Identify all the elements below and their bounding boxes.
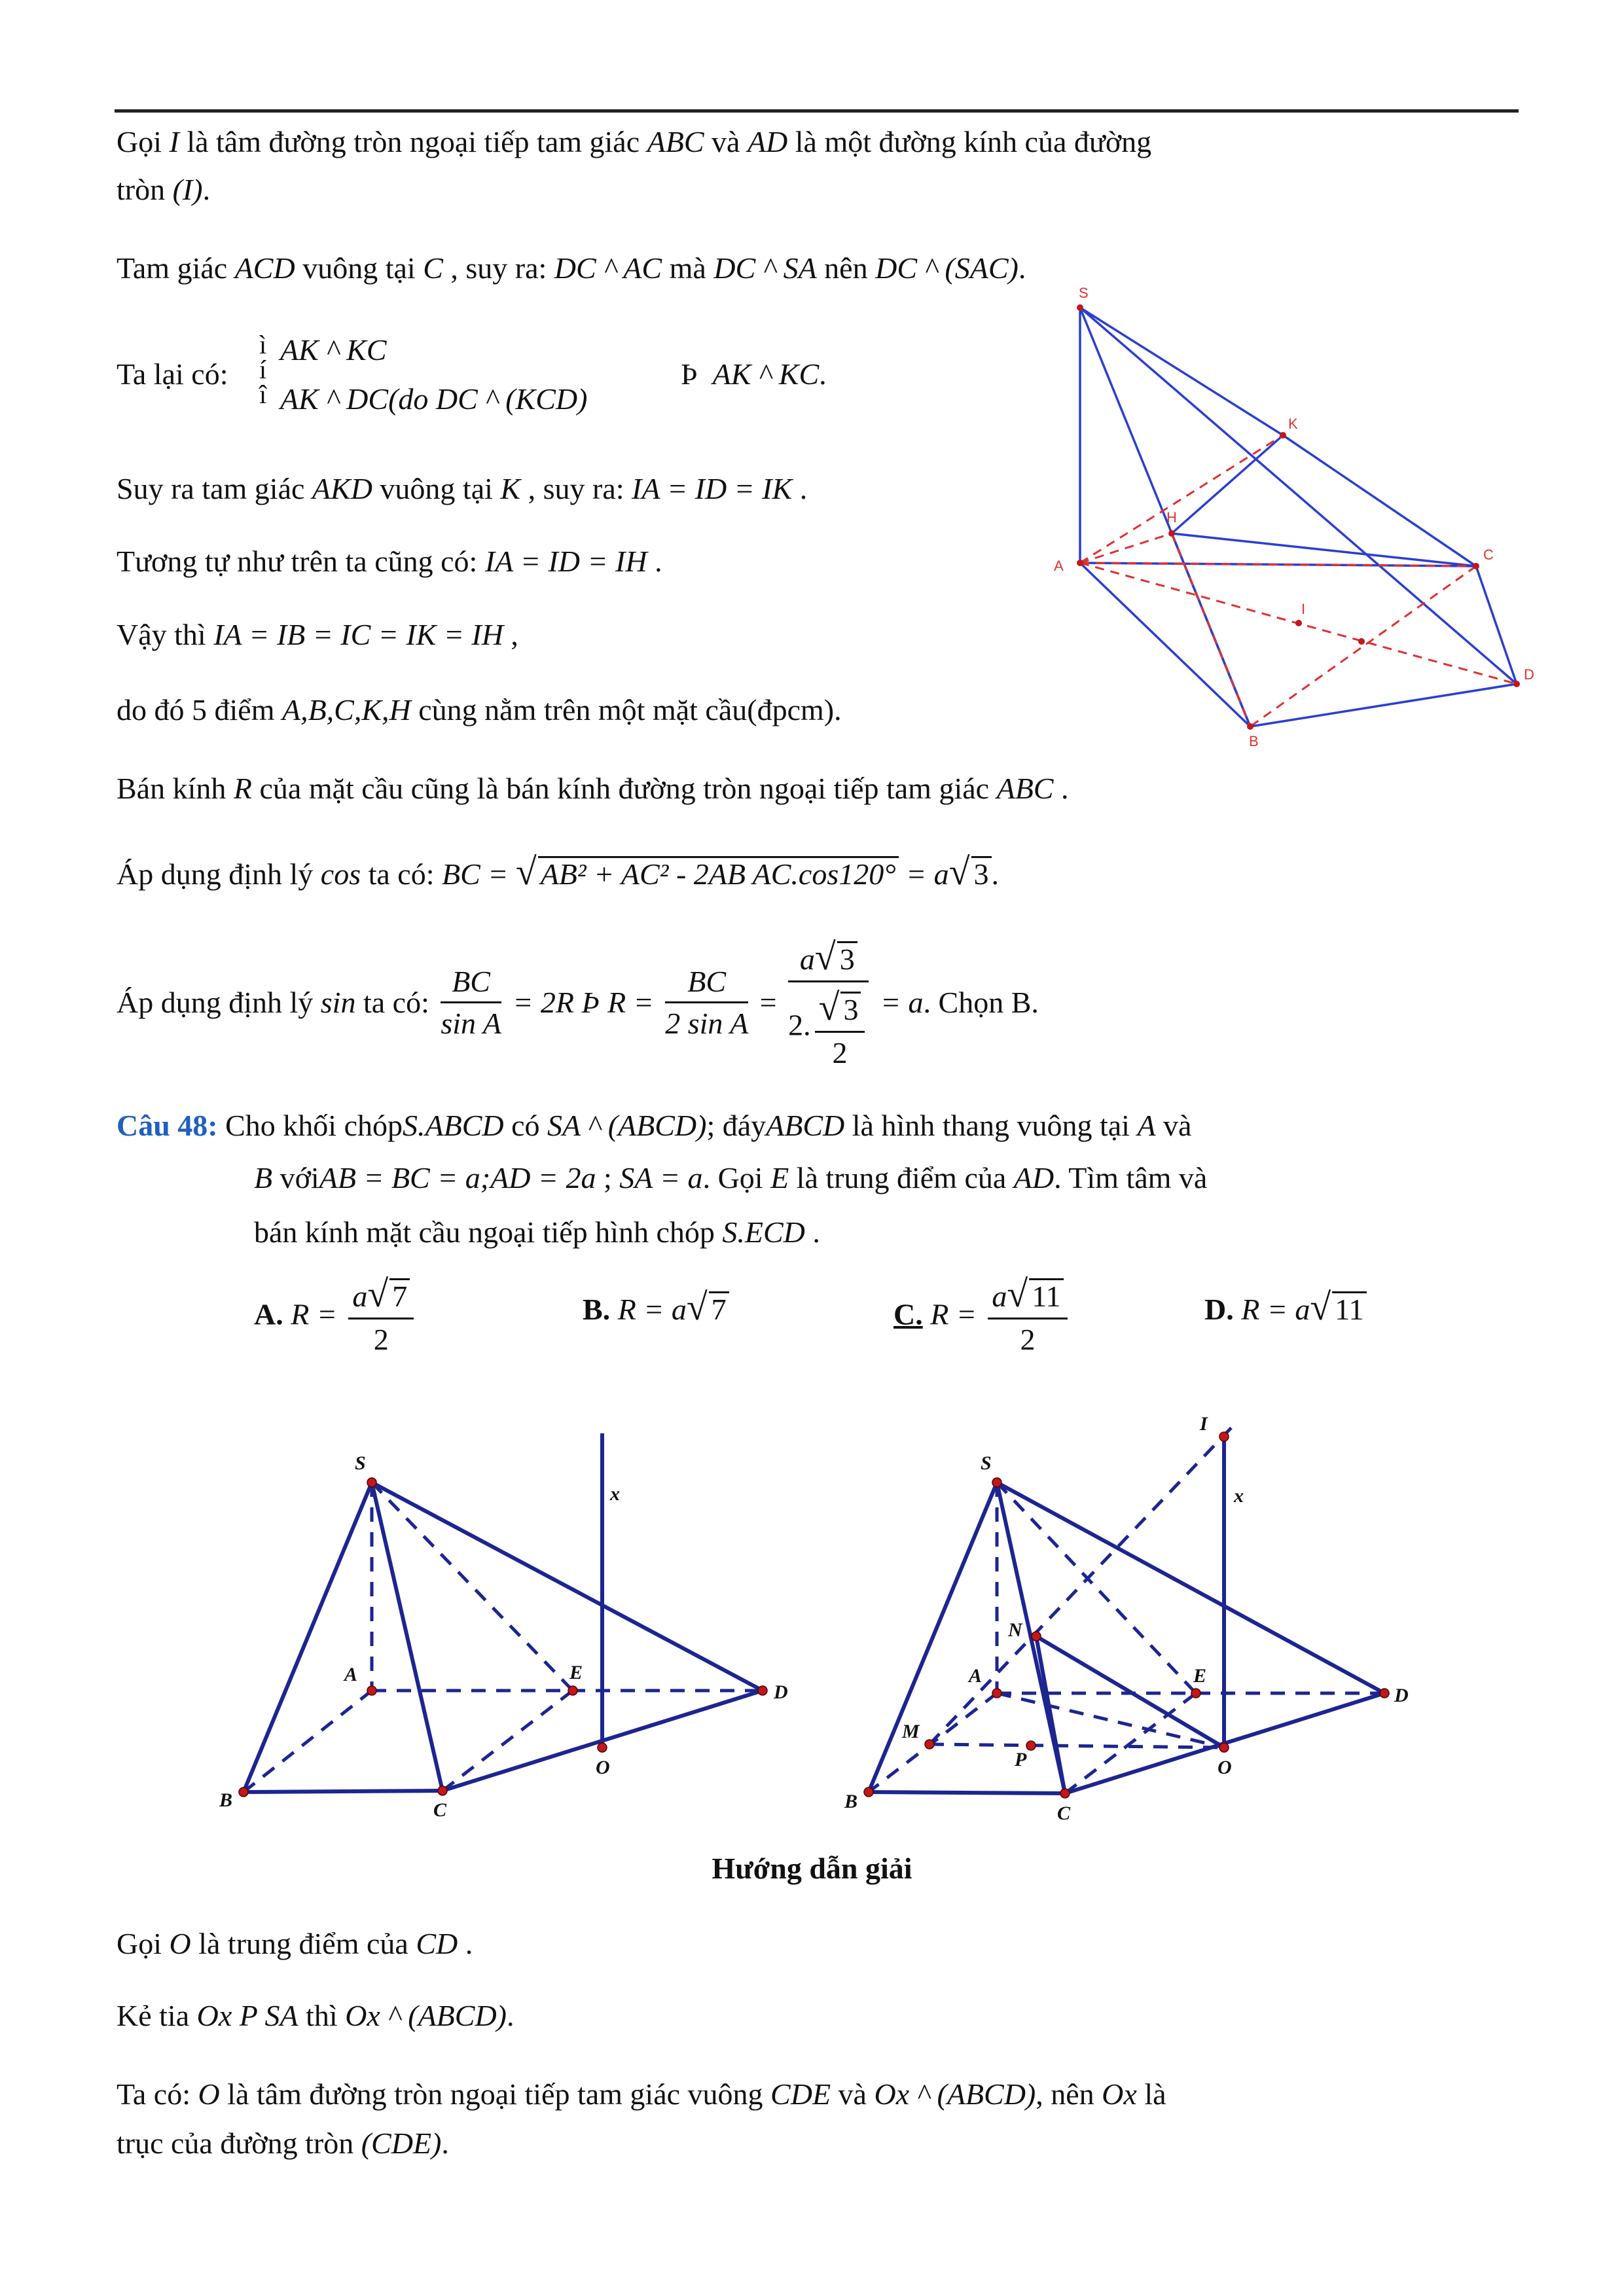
point-o bbox=[598, 1743, 607, 1752]
point-e bbox=[1191, 1689, 1200, 1698]
para-6: Vậy thì IA = IB = IC = IK = IH , bbox=[117, 618, 518, 651]
para-9: Áp dụng định lý cos ta có: BC = √ AB² + AC² - 2AB AC.cos120° = a√ 3. bbox=[117, 850, 1000, 893]
point-b bbox=[864, 1787, 873, 1797]
label-e: E bbox=[569, 1662, 583, 1683]
pyramid-figure-1 bbox=[1041, 281, 1551, 753]
option-b[interactable]: B. R = a√ 7 bbox=[583, 1286, 729, 1328]
label-e: E bbox=[1193, 1665, 1207, 1687]
label-a: A bbox=[1054, 558, 1064, 574]
point-o bbox=[1219, 1743, 1229, 1752]
solution-3: Ta có: O là tâm đường tròn ngoại tiếp tam giác vuông CDE và Ox ^ (ABCD), nên Ox là bbox=[117, 2077, 1166, 2111]
label-b: B bbox=[844, 1791, 858, 1812]
label-i: I bbox=[1301, 601, 1306, 617]
para-3-label: Ta lại có: bbox=[117, 357, 228, 391]
label-c: C bbox=[433, 1799, 447, 1821]
option-a[interactable]: A. R = $\frac{a√ 7}{2}$ bbox=[254, 1273, 418, 1356]
pyramid-figure-3 bbox=[831, 1407, 1434, 1839]
para-1: Gọi I là tâm đường tròn ngoại tiếp tam giác ABC và AD là một đường kính của đường bbox=[117, 125, 1152, 158]
point-s bbox=[1077, 304, 1083, 311]
label-i: I bbox=[1200, 1413, 1208, 1435]
point-d bbox=[758, 1686, 767, 1695]
point-a bbox=[1077, 560, 1083, 566]
label-s: S bbox=[355, 1452, 366, 1474]
solution-1: Gọi O là trung điểm của CD . bbox=[117, 1927, 473, 1960]
point-d bbox=[1380, 1689, 1389, 1698]
brace-glyph: ì í î bbox=[259, 330, 267, 409]
point-a bbox=[992, 1689, 1001, 1698]
para-4: Suy ra tam giác AKD vuông tại K , suy ra: IA = ID = IK . bbox=[117, 472, 808, 505]
point-m bbox=[925, 1740, 934, 1749]
label-d: D bbox=[774, 1681, 788, 1703]
label-d: D bbox=[1394, 1685, 1409, 1706]
point-p bbox=[1026, 1741, 1036, 1750]
para-1-cont: tròn (I). bbox=[117, 173, 211, 206]
label-s: S bbox=[1079, 285, 1089, 301]
point-c bbox=[438, 1786, 447, 1795]
question-48-line-3: bán kính mặt cầu ngoại tiếp hình chóp S.ECD . bbox=[254, 1215, 820, 1249]
question-48-line-1: Câu 48: Cho khối chópS.ABCD có SA ^ (ABCD); đáyABCD là hình thang vuông tại A và bbox=[117, 1109, 1192, 1142]
para-10: Áp dụng định lý sin ta có: $\frac{BC}{\text{sin A}}$ = 2R Þ R = $\frac{BC}{\text{2 sin A}}$ = a√ 3 2. $\frac{√ 3}{2}$ = a. Chọn B. bbox=[117, 935, 1039, 1069]
label-x: x bbox=[1234, 1485, 1244, 1507]
point-h bbox=[1168, 530, 1175, 537]
para-8: Bán kính R của mặt cầu cũng là bán kính đường tròn ngoại tiếp tam giác ABC . bbox=[117, 772, 1069, 805]
point-mid bbox=[1358, 638, 1365, 645]
point-b bbox=[239, 1787, 248, 1797]
label-c: C bbox=[1057, 1803, 1071, 1824]
label-h: H bbox=[1166, 509, 1177, 526]
label-s: S bbox=[981, 1452, 992, 1474]
solution-heading: Hướng dẫn giải bbox=[712, 1852, 912, 1885]
option-d[interactable]: D. R = a√ 11 bbox=[1204, 1286, 1367, 1328]
point-d bbox=[1513, 681, 1520, 687]
question-48-line-2: B vớiAB = BC = a;AD = 2a ; SA = a. Gọi E là trung điểm của AD. Tìm tâm và bbox=[254, 1161, 1208, 1194]
point-k bbox=[1280, 432, 1286, 439]
label-p: P bbox=[1015, 1749, 1027, 1770]
label-a: A bbox=[969, 1665, 983, 1687]
para-2: Tam giác ACD vuông tại C , suy ra: DC ^ AC mà DC ^ SA nên DC ^ (SAC). bbox=[117, 251, 1026, 285]
label-o: O bbox=[596, 1757, 610, 1778]
label-d: D bbox=[1524, 666, 1534, 683]
point-c bbox=[1473, 563, 1479, 569]
point-a bbox=[367, 1686, 376, 1695]
option-c[interactable]: C. R = $\frac{a√ 11}{2}$ bbox=[893, 1273, 1072, 1356]
label-a: A bbox=[344, 1664, 358, 1685]
point-e bbox=[568, 1686, 577, 1695]
para-5: Tương tự như trên ta cũng có: IA = ID = IH . bbox=[117, 545, 662, 578]
label-b: B bbox=[1249, 733, 1259, 749]
point-n bbox=[1032, 1632, 1041, 1641]
point-i bbox=[1295, 620, 1302, 626]
label-o: O bbox=[1218, 1757, 1232, 1778]
label-x: x bbox=[610, 1483, 620, 1505]
label-m: M bbox=[902, 1721, 920, 1742]
point-i bbox=[1219, 1432, 1229, 1441]
system-result: Þ AK ^ KC. bbox=[681, 357, 827, 391]
pyramid-figure-2 bbox=[209, 1420, 831, 1839]
point-c bbox=[1060, 1789, 1070, 1798]
label-k: K bbox=[1288, 416, 1298, 432]
label-c: C bbox=[1483, 547, 1494, 563]
point-s bbox=[367, 1478, 376, 1487]
label-n: N bbox=[1008, 1619, 1022, 1641]
solution-3-cont: trục của đường tròn (CDE). bbox=[117, 2126, 449, 2160]
point-s bbox=[992, 1478, 1001, 1487]
top-rule bbox=[115, 109, 1519, 113]
solution-2: Kẻ tia Ox P SA thì Ox ^ (ABCD). bbox=[117, 1999, 514, 2032]
system-line-2: AK ^ DC(do DC ^ (KCD) bbox=[280, 382, 588, 416]
system-line-1: AK ^ KC bbox=[280, 333, 387, 367]
para-7: do đó 5 điểm A,B,C,K,H cùng nằm trên một mặt cầu(đpcm). bbox=[117, 693, 842, 726]
point-b bbox=[1247, 723, 1254, 730]
label-b: B bbox=[219, 1789, 233, 1811]
